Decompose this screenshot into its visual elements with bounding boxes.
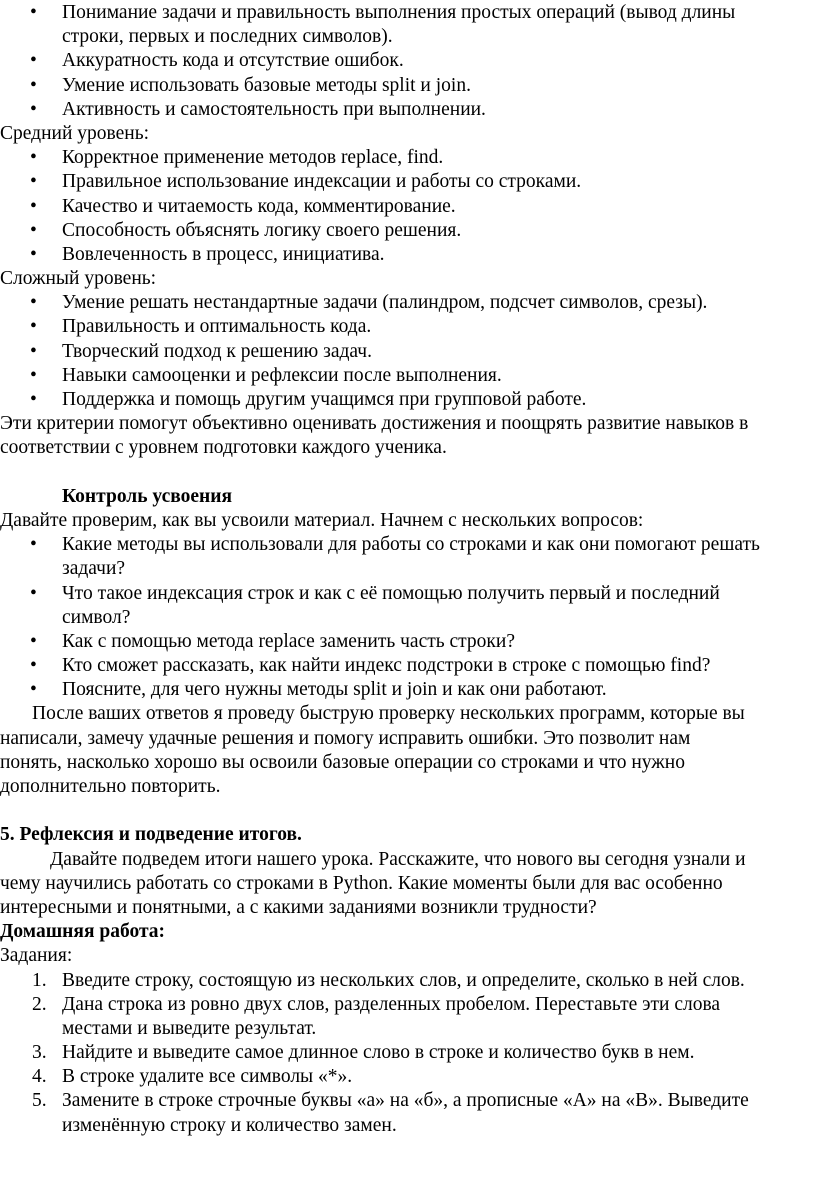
list-item-text: Способность объяснять логику своего решения. [62, 219, 462, 241]
text-line: Давайте проверим, как вы усвоили материал. Начнем с нескольких вопросов: [0, 509, 644, 531]
section-heading [0, 920, 816, 944]
numbered-item [0, 1089, 816, 1113]
numbered-item [0, 1041, 816, 1065]
list-item-text: Умение решать нестандартные задачи (палиндром, подсчет символов, срезы). [62, 292, 708, 314]
text-line: интересными и понятными, а с какими заданиями возникли трудности? [0, 896, 597, 918]
text-line: написали, замечу удачные решения и помогу исправить ошибки. Это позволит нам [0, 727, 691, 749]
bullet-icon: • [30, 98, 37, 120]
bullet-icon: • [30, 195, 37, 217]
list-item-text: Правильность и оптимальность кода. [62, 316, 372, 338]
text-line: понять, насколько хорошо вы освоили базовые операции со строками и что нужно [0, 751, 685, 773]
paragraph-line [0, 727, 816, 751]
list-item-text: Понимание задачи и правильность выполнения простых операций (вывод длины [62, 2, 736, 23]
bullet-icon: • [30, 50, 37, 72]
list-item-continuation [0, 1114, 816, 1138]
paragraph-line [0, 775, 816, 799]
bullet-item [0, 49, 816, 73]
text-line: Контроль усвоения [62, 485, 233, 507]
bullet-item [0, 219, 816, 243]
bullet-icon: • [30, 316, 37, 338]
list-item-text: Найдите и выведите самое длинное слово в строке и количество букв в нем. [62, 1042, 695, 1064]
list-number: 4. [32, 1066, 47, 1088]
bullet-item [0, 533, 816, 557]
list-item-text: Кто сможет рассказать, как найти индекс подстроки в строке с помощью find? [62, 655, 711, 677]
list-item-text: Введите строку, состоящую из нескольких слов, и определите, сколько в ней слов. [62, 969, 745, 991]
list-item-text: Правильное использование индексации и работы со строками. [62, 171, 582, 193]
document-page [0, 1, 816, 1138]
paragraph-line [0, 848, 816, 872]
list-item-text: Поддержка и помощь другим учащимся при групповой работе. [62, 389, 587, 410]
numbered-item [0, 1065, 816, 1089]
list-item-text: задачи? [62, 558, 126, 580]
list-number: 1. [32, 969, 47, 991]
bullet-item [0, 98, 816, 122]
list-item-continuation [0, 1017, 816, 1041]
list-item-continuation [0, 606, 816, 630]
numbered-item [0, 993, 816, 1017]
list-number: 5. [32, 1090, 47, 1112]
list-item-text: Какие методы вы использовали для работы со строками и как они помогают решать [62, 534, 760, 556]
section-heading [0, 485, 816, 509]
bullet-item [0, 630, 816, 654]
bullet-icon: • [30, 147, 37, 169]
bullet-item [0, 291, 816, 315]
bullet-item [0, 364, 816, 388]
bullet-icon: • [30, 364, 37, 386]
list-item-text: изменённую строку и количество замен. [62, 1114, 397, 1136]
text-line: Домашняя работа: [0, 921, 166, 943]
bullet-icon: • [30, 534, 37, 556]
bullet-item [0, 1, 816, 25]
paragraph-line [0, 751, 816, 775]
list-number: 2. [32, 993, 47, 1015]
paragraph-line [0, 702, 816, 726]
list-item-text: Замените в строке строчные буквы «а» на «б», а прописные «А» на «В». Выведите [62, 1090, 749, 1112]
list-item-text: символ? [62, 606, 131, 628]
text-line: Средний уровень: [0, 122, 150, 144]
text-line: соответствии с уровнем подготовки каждого ученика. [0, 437, 447, 459]
blank-line [0, 799, 816, 823]
text-line: Эти критерии помогут объективно оценивать достижения и поощрять развитие навыков в [0, 413, 749, 435]
text-line: 5. Рефлексия и подведение итогов. [0, 824, 302, 846]
bullet-item [0, 582, 816, 606]
bullet-icon: • [30, 340, 37, 362]
bullet-item [0, 340, 816, 364]
bullet-item [0, 315, 816, 339]
paragraph-line [0, 944, 816, 968]
paragraph-line [0, 896, 816, 920]
bullet-item [0, 388, 816, 412]
bullet-item [0, 195, 816, 219]
paragraph-line [0, 872, 816, 896]
list-item-text: Вовлеченность в процесс, инициатива. [62, 243, 385, 265]
bullet-item [0, 678, 816, 702]
text-line: После ваших ответов я проведу быструю проверку нескольких программ, которые вы [32, 703, 745, 725]
list-item-text: Активность и самостоятельность при выполнении. [62, 98, 486, 120]
bullet-icon: • [30, 243, 37, 265]
list-item-text: Корректное применение методов replace, find. [62, 147, 444, 169]
bullet-item [0, 170, 816, 194]
text-line: чему научились работать со строками в Python. Какие моменты были для вас особенно [0, 872, 723, 894]
text-line: дополнительно повторить. [0, 776, 221, 797]
blank-line [0, 461, 816, 485]
paragraph-line [0, 509, 816, 533]
bullet-item [0, 243, 816, 267]
bullet-icon: • [30, 219, 37, 241]
text-line: Давайте подведем итоги нашего урока. Расскажите, что нового вы сегодня узнали и [50, 848, 746, 870]
numbered-item [0, 969, 816, 993]
list-item-text: Аккуратность кода и отсутствие ошибок. [62, 50, 404, 72]
bullet-icon: • [30, 655, 37, 677]
text-line: Задания: [0, 945, 73, 967]
paragraph-line [0, 267, 816, 291]
paragraph-line [0, 122, 816, 146]
bullet-icon: • [30, 2, 37, 23]
text-line: Сложный уровень: [0, 268, 157, 290]
bullet-item [0, 146, 816, 170]
list-number: 3. [32, 1042, 47, 1064]
paragraph-line [0, 412, 816, 436]
bullet-item [0, 74, 816, 98]
list-item-text: Умение использовать базовые методы split и join. [62, 74, 471, 96]
list-item-continuation [0, 557, 816, 581]
bullet-icon: • [30, 74, 37, 96]
list-item-continuation [0, 25, 816, 49]
list-item-text: Качество и читаемость кода, комментирование. [62, 195, 456, 217]
bullet-icon: • [30, 171, 37, 193]
list-item-text: Навыки самооценки и рефлексии после выполнения. [62, 364, 502, 386]
list-item-text: Что такое индексация строк и как с её помощью получить первый и последний [62, 582, 720, 604]
list-item-text: Творческий подход к решению задач. [62, 340, 372, 362]
paragraph-line [0, 436, 816, 460]
bullet-icon: • [30, 679, 37, 701]
list-item-text: Поясните, для чего нужны методы split и join и как они работают. [62, 679, 607, 701]
section-heading [0, 823, 816, 847]
list-item-text: Дана строка из ровно двух слов, разделенных пробелом. Переставьте эти слова [62, 993, 721, 1015]
list-item-text: В строке удалите все символы «*». [62, 1066, 353, 1088]
bullet-icon: • [30, 630, 37, 652]
bullet-item [0, 654, 816, 678]
list-item-text: местами и выведите результат. [62, 1017, 317, 1039]
bullet-icon: • [30, 389, 37, 410]
list-item-text: Как с помощью метода replace заменить часть строки? [62, 630, 515, 652]
list-item-text: строки, первых и последних символов). [62, 26, 393, 48]
bullet-icon: • [30, 582, 37, 604]
bullet-icon: • [30, 292, 37, 314]
